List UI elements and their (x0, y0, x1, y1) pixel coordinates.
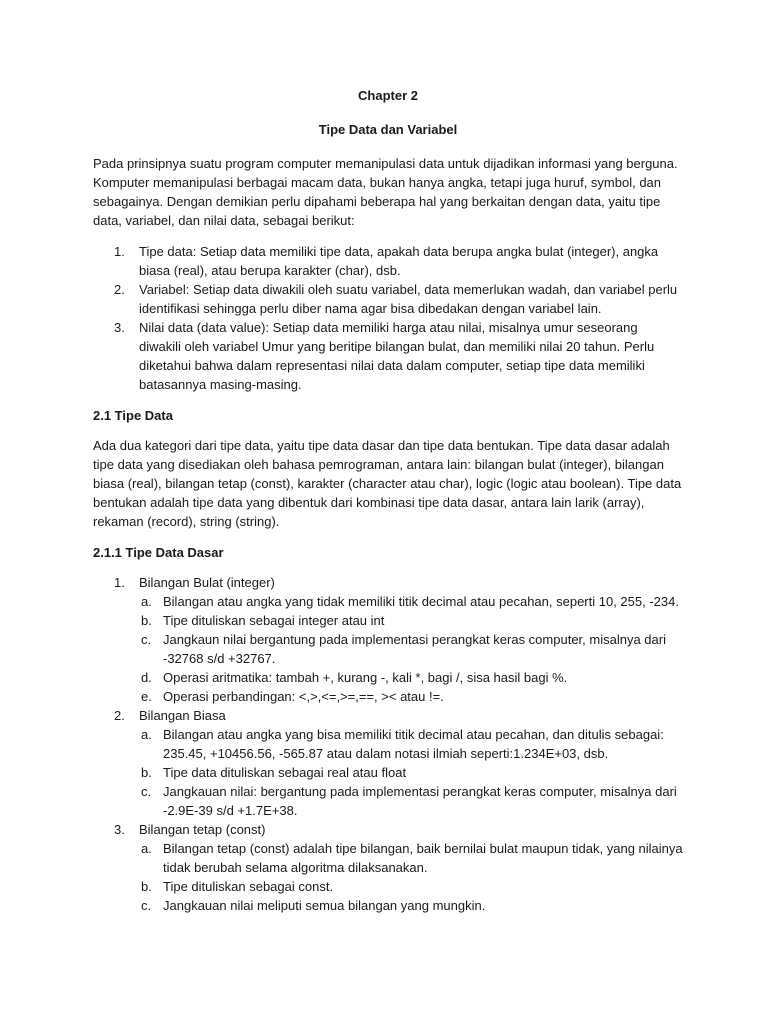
list-number: 2. (114, 282, 125, 297)
sub-list-text: Jangkauan nilai meliputi semua bilangan yang mungkin. (163, 898, 486, 913)
sub-list-text: Bilangan atau angka yang tidak memiliki titik decimal atau pecahan, seperti 10, 255, -234. (163, 594, 679, 609)
sub-list (139, 839, 683, 915)
list-item-title: Bilangan Biasa (139, 708, 226, 723)
sub-list-letter: a. (141, 727, 152, 742)
page-content (93, 86, 683, 926)
section-heading-2-1-1: 2.1.1 Tipe Data Dasar (93, 545, 224, 560)
sub-list (139, 725, 683, 820)
sub-list-letter: c. (141, 784, 152, 799)
sub-list (139, 592, 683, 706)
sub-list-letter: b. (141, 613, 152, 628)
sub-list-text: Bilangan tetap (const) adalah tipe bilangan, baik bernilai bulat maupun tidak, yang nilainya tidak berubah selama algoritma dilaksanakan. (163, 841, 683, 875)
sub-list-text: Tipe data dituliskan sebagai real atau float (163, 765, 407, 780)
list-number: 3. (114, 822, 125, 837)
list-item-title: Bilangan tetap (const) (139, 822, 266, 837)
sub-list-letter: b. (141, 765, 152, 780)
list-item-text: Variabel: Setiap data diwakili oleh suatu variabel, data memerlukan wadah, dan variabel perlu identifikasi sehingga perlu diber nama agar bisa dibedakan dengan variabel lain. (139, 282, 678, 316)
sub-list-text: Operasi perbandingan: <,>,<=,>=,==, >< atau !=. (163, 689, 444, 704)
sub-list-item (139, 687, 683, 706)
sub-list-item (139, 630, 683, 668)
list-item-title: Bilangan Bulat (integer) (139, 575, 275, 590)
sub-list-item (139, 896, 683, 915)
list-item-text: Tipe data: Setiap data memiliki tipe data, apakah data berupa angka bulat (integer), angka biasa (real), atau berupa karakter (char), dsb. (139, 244, 659, 278)
sub-list-text: Tipe dituliskan sebagai const. (163, 879, 334, 894)
section-heading-2-1: 2.1 Tipe Data (93, 408, 173, 423)
sub-list-letter: a. (141, 594, 152, 609)
list-item-bilangan-tetap (93, 820, 683, 915)
list-item-bilangan-bulat (93, 573, 683, 706)
sub-list-item (139, 592, 683, 611)
sub-list-item (139, 725, 683, 763)
sub-list-item (139, 611, 683, 630)
list-number: 1. (114, 244, 125, 259)
section-2-1-paragraph: Ada dua kategori dari tipe data, yaitu tipe data dasar dan tipe data bentukan. Tipe data dasar adalah tipe data yang disediakan oleh bahasa pemrograman, antara lain: bilangan bulat (integer), bilangan biasa (real), bilangan tetap (const), karakter (character atau char), logic (logic atau boolean). Tipe data bentukan adalah tipe data yang dibentuk dari kombinasi tipe data dasar, antara lain larik (array), rekaman (record), string (string). (93, 438, 682, 529)
sub-list-item (139, 839, 683, 877)
sub-list-item (139, 877, 683, 896)
list-number: 3. (114, 320, 125, 335)
sub-list-text: Bilangan atau angka yang bisa memiliki titik decimal atau pecahan, dan ditulis sebagai: 235.45, +10456.56, -565.87 atau dalam notasi ilmiah seperti:1.234E+03, dsb. (163, 727, 664, 761)
sub-list-text: Tipe dituliskan sebagai integer atau int (163, 613, 385, 628)
sub-list-letter: d. (141, 670, 152, 685)
sub-list-text: Jangkauan nilai: bergantung pada implementasi perangkat keras computer, misalnya dari -2.9E-39 s/d +1.7E+38. (163, 784, 677, 818)
sub-list-letter: c. (141, 632, 152, 647)
sub-list-letter: b. (141, 879, 152, 894)
intro-list (93, 242, 683, 394)
list-number: 1. (114, 575, 125, 590)
list-item-text: Nilai data (data value): Setiap data memiliki harga atau nilai, misalnya umur seseorang diwakili oleh variabel Umur yang beritipe bilangan bulat, dan memiliki nilai 20 tahun. Perlu diketahui bahwa dalam representasi nilai data dalam computer, setiap tipe data memiliki batasannya masing-masing. (139, 320, 655, 392)
intro-paragraph: Pada prinsipnya suatu program computer memanipulasi data untuk dijadikan informasi yang berguna. Komputer memanipulasi berbagai macam data, bukan hanya angka, tetapi juga huruf, symbol, dan sebagainya. Dengan demikian perlu dipahami beberapa hal yang berkaitan dengan data, yaitu tipe data, variabel, dan nilai data, sebagai berikut: (93, 156, 678, 228)
sub-list-item (139, 782, 683, 820)
list-item (93, 318, 683, 394)
sub-list-text: Operasi aritmatika: tambah +, kurang -, kali *, bagi /, sisa hasil bagi %. (163, 670, 568, 685)
list-number: 2. (114, 708, 125, 723)
sub-list-letter: e. (141, 689, 152, 704)
list-item-bilangan-biasa (93, 706, 683, 820)
data-types-list (93, 573, 683, 915)
chapter-title: Tipe Data dan Variabel (318, 122, 458, 137)
list-item (93, 242, 683, 280)
sub-list-item (139, 763, 683, 782)
sub-list-letter: c. (141, 898, 152, 913)
chapter-label: Chapter 2 (358, 88, 418, 103)
sub-list-letter: a. (141, 841, 152, 856)
list-item (93, 280, 683, 318)
sub-list-item (139, 668, 683, 687)
sub-list-text: Jangkaun nilai bergantung pada implementasi perangkat keras computer, misalnya dari -32768 s/d +32767. (163, 632, 666, 666)
